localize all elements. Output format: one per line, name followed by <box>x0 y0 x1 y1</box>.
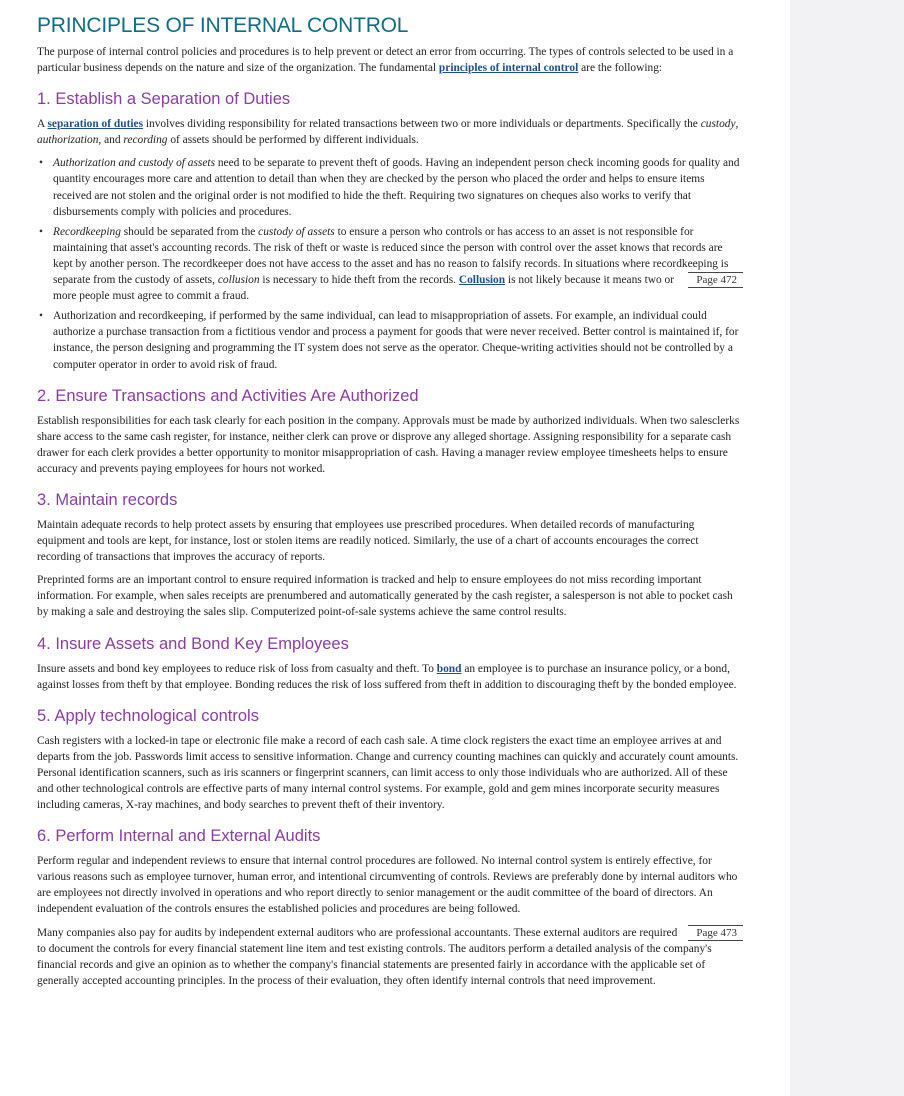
records-paragraph-1: Maintain adequate records to help protect assets by ensuring that employees use prescribed procedures. When detailed records of manufacturing equipment and tools are kept, for instance, lost or stolen items are readily noticed. Similarly, the use of a chart of accounts encourages the correct recording of transactions that improves the accuracy of reports. <box>37 518 699 564</box>
s1-em-authorization: authorization <box>37 134 99 147</box>
audits-paragraph-1: Perform regular and independent reviews to ensure that internal control procedures are followed. No internal control system is entirely effective, for various reasons such as employee turnover, human error, and intentional circumventing of controls. Reviews are preferably done by internal auditors who are employees not directly involved in operations and who report directly to senior management or the audit committee of the board of directors. An independent evaluation of the controls ensures the established policies and procedures are being followed. <box>37 855 738 916</box>
b2-em-recordkeeping: Recordkeeping <box>53 225 121 238</box>
b2-text-2: to ensure a person who controls or has access to an asset is not responsible for maintaining that asset's accounting records. The risk of theft or waste is reduced since the person with control over the asset knows that records are kept by another person. The recordkeeper does not have access to the asset and has no reason to falsify records. In situations where recordkeeping is separate from the custody of assets, <box>53 225 729 287</box>
b1-em: Authorization and custody of assets <box>53 157 215 170</box>
s1-em-custody: custody <box>700 118 736 131</box>
section-heading-4: 4. Insure Assets and Bond Key Employees <box>37 634 349 653</box>
separation-list <box>37 155 743 372</box>
section-heading-5: 5. Apply technological controls <box>37 706 259 725</box>
page-marker-472: Page 472 <box>688 272 743 288</box>
b1-text: need to be separate to prevent theft of goods. Having an independent person check incoming goods for quality and quantity encourages more care and attention to detail than when they are checked by the person who placed the order and helps to ensure items received are not stolen and the original order is not modified to hide the theft. Requiring two signatures on cheques also works to verify that disbursements comply with policies and procedures. <box>53 157 740 218</box>
link-collusion[interactable]: Collusion <box>458 274 506 287</box>
s4-text-b: an employee is to purchase an insurance policy, or a bond, against losses from theft by that employee. Bonding reduces the risk of loss suffered from theft in addition to discouraging theft by the bonded employee. <box>37 662 737 691</box>
s1-text-b: involves dividing responsibility for related transactions between two or more individuals or departments. Specifically the <box>143 118 701 131</box>
s4-text-a: Insure assets and bond key employees to reduce risk of loss from casualty and theft. To <box>37 662 437 675</box>
s1-text-c: of assets should be performed by different individuals. <box>167 134 419 147</box>
section-heading-6: 6. Perform Internal and External Audits <box>37 827 321 846</box>
list-item <box>53 308 743 372</box>
b2-text-3: is necessary to hide theft from the records. <box>259 274 459 287</box>
s1-text-and: , and <box>98 134 124 147</box>
list-item <box>53 155 743 219</box>
page-marker-473: Page 473 <box>688 925 743 941</box>
b2-em-collusion: collusion <box>217 274 260 287</box>
b2-text-4: is not likely because it means two or more people must agree to commit a fraud. <box>53 274 675 303</box>
records-paragraph-2: Preprinted forms are an important control to ensure required information is tracked and help to ensure employees do not miss recording important information. For example, when sales receipts are prenumbered and automatically generated by the cash register, a salesperson is not able to pocket cash by making a sale and destroying the sales slip. Computerized point-of-sale systems achieve the same control results. <box>37 574 733 619</box>
technology-paragraph: Cash registers with a locked-in tape or electronic file make a record of each cash sale. A time clock registers the exact time an employee arrives at and departs from the job. Passwords limit access to sensitive information. Change and currency counting machines can quickly and accurately count amounts. Personal identification scanners, such as iris scanners or fingerprint scanners, can limit access to only those individuals who are authorized. All of these and other technological controls are effective parts of many internal control systems. For example, gold and gem mines incorporate security measures including cameras, X-ray machines, and body searches to prevent theft of their inventory. <box>37 734 739 812</box>
b2-text-1: should be separated from the <box>120 225 259 238</box>
link-separation-of-duties[interactable]: separation of duties <box>47 118 144 131</box>
authorization-paragraph: Establish responsibilities for each task clearly for each position in the company. Approvals must be made by authorized individuals. When two salesclerks share access to the same cash register, for instance, neither clerk can prove or disprove any alleged shortage. Assigning responsibility for a separate cash drawer for each clerk provides a better opportunity to monitor misappropriation of cash. Having a manager review employee timesheets helps to ensure accuracy and prevents paying employees for hours not worked. <box>37 414 740 475</box>
bond-paragraph <box>37 661 743 693</box>
section-heading-1: 1. Establish a Separation of Duties <box>37 90 291 109</box>
intro-paragraph <box>37 44 743 76</box>
s1-text-comma: , <box>735 118 739 131</box>
list-item <box>53 224 743 304</box>
s1-em-recording: recording <box>123 134 168 147</box>
page-title: PRINCIPLES OF INTERNAL CONTROL <box>37 14 409 37</box>
audits-text-2: Many companies also pay for audits by independent external auditors who are professional accountants. These external auditors are required to document the controls for every financial statement line item and test existing controls. The auditors perform a detailed analysis of the company's financial records and give an opinion as to whether the company's financial statements are presented fairly in accordance with the applicable set of generally accepted accounting principles. In the process of their evaluation, they often identify internal controls that need improvement. <box>37 926 712 987</box>
section-heading-3: 3. Maintain records <box>37 490 178 509</box>
link-bond[interactable]: bond <box>436 662 462 675</box>
intro-text-a: The purpose of internal control policies and procedures is to help prevent or detect an error from occurring. The types of controls selected to be used in a particular business depends on the nature and size of the organization. The fundamental <box>37 46 734 75</box>
right-sidebar-strip <box>790 0 904 1096</box>
separation-paragraph <box>37 116 743 148</box>
intro-text-b: are the following: <box>578 62 663 75</box>
link-principles-of-internal-control[interactable]: principles of internal control <box>438 62 579 75</box>
section-heading-2: 2. Ensure Transactions and Activities Are Authorized <box>37 386 419 405</box>
document-content <box>37 8 743 996</box>
audits-paragraph-2 <box>37 925 743 989</box>
b3-text: Authorization and recordkeeping, if performed by the same individual, can lead to misappropriation of assets. For example, an individual could authorize a purchase transaction from a fictitious vendor and process a payment for goods that were never received. Better control is maintained if, for instance, the person designing and programming the IT system does not serve as the operator. Cheque-writing activities should not be controlled by a computer operator in order to avoid risk of fraud. <box>53 310 739 371</box>
b2-em-custody: custody of assets <box>258 225 335 238</box>
s1-text-a: A <box>37 118 48 131</box>
